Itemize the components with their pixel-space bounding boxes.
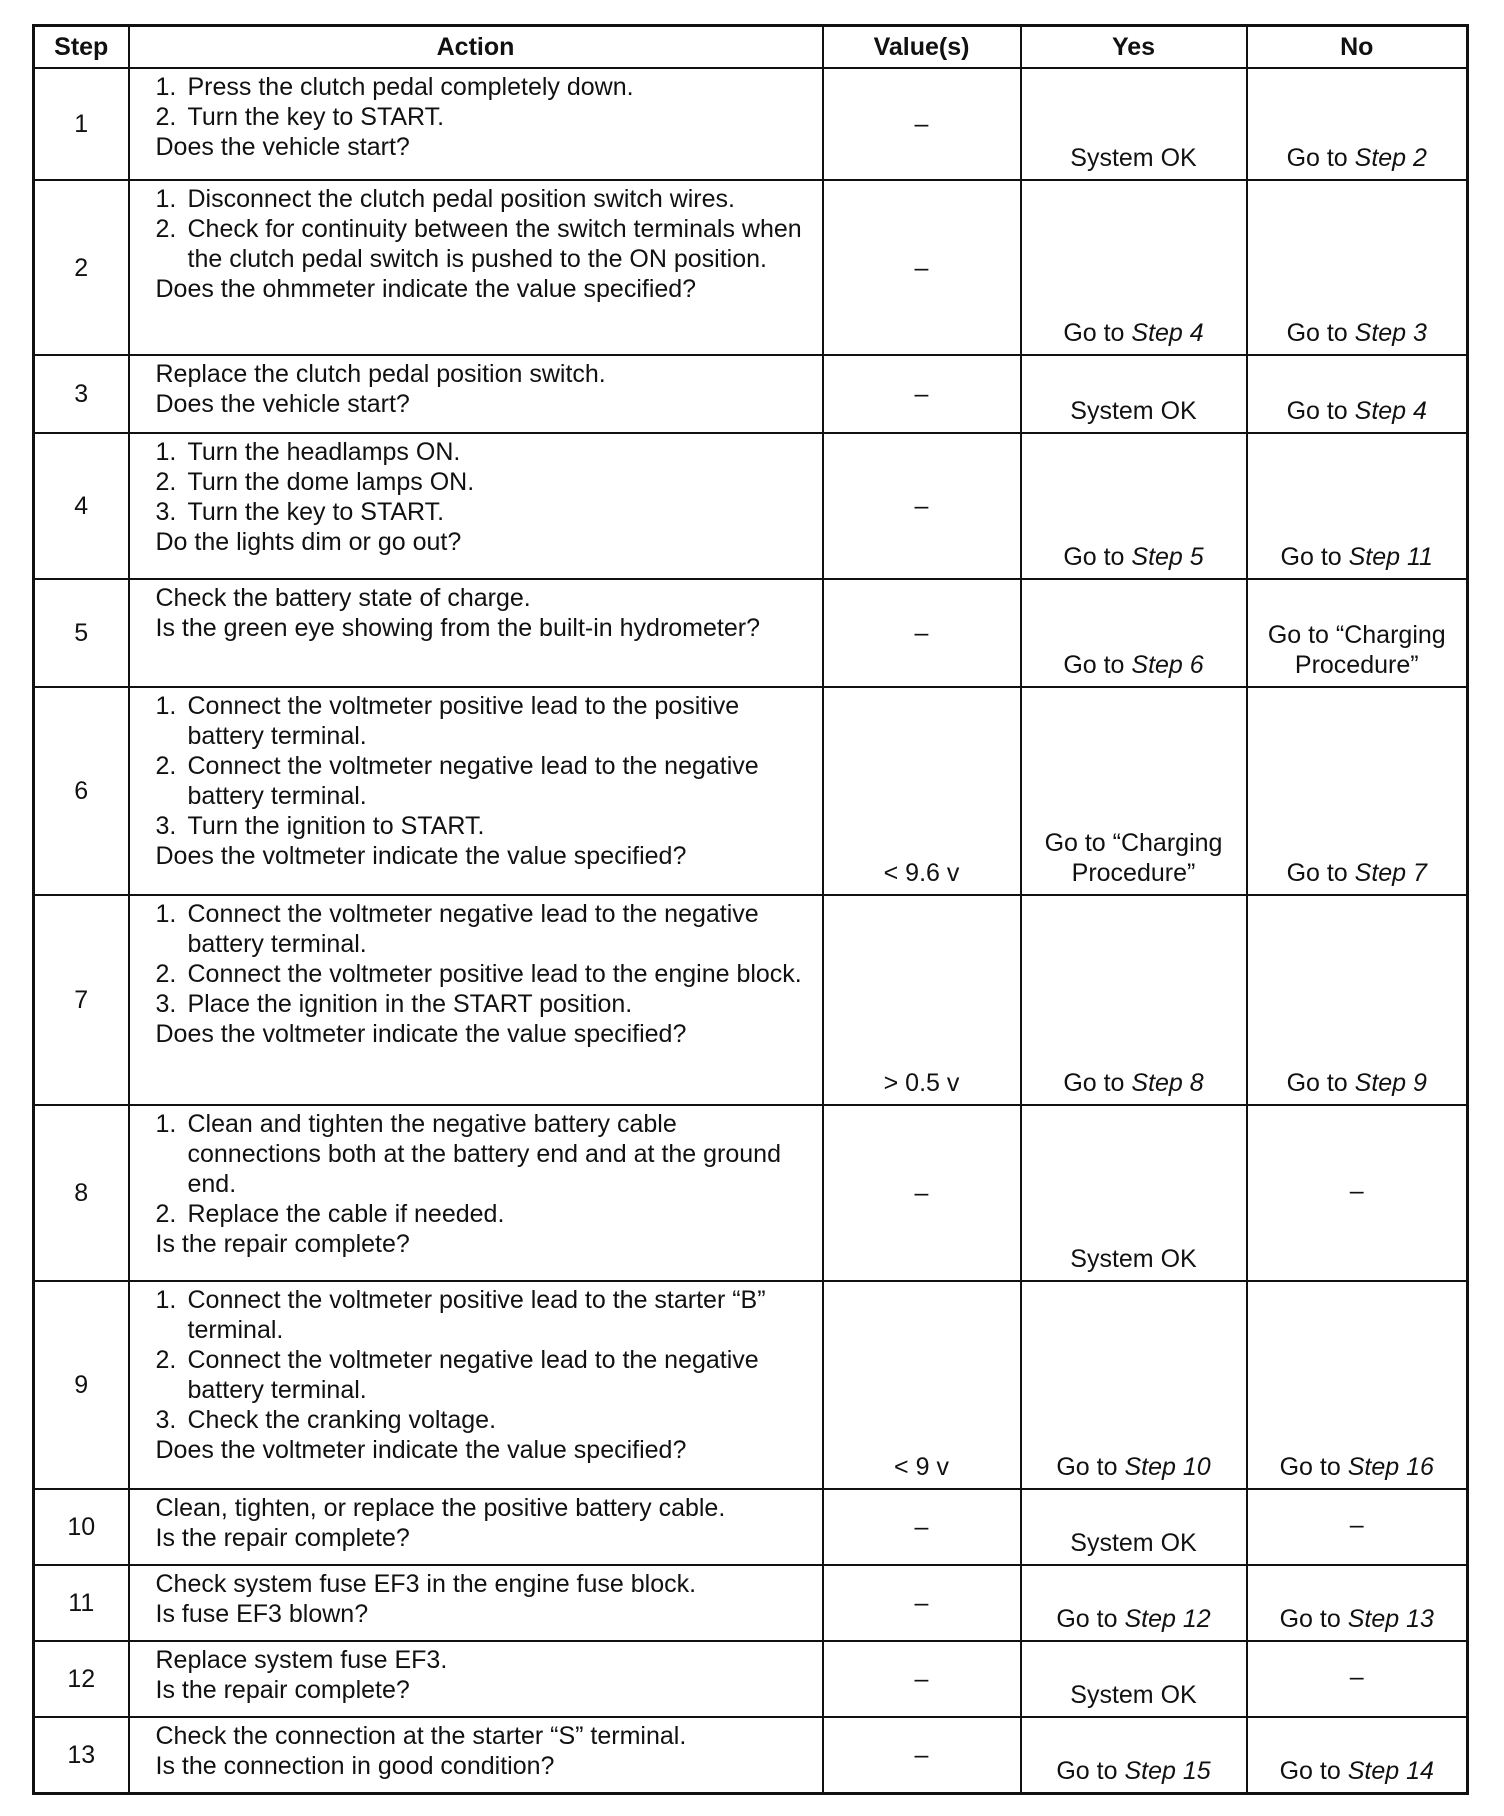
action-list-item [156, 751, 812, 811]
no-cell [1247, 68, 1468, 180]
yes-cell [1021, 355, 1247, 433]
value-cell: > 0.5 v [823, 895, 1021, 1105]
value-cell: – [823, 355, 1021, 433]
action-cell [129, 1565, 823, 1641]
outcome-prefix: Go to [1286, 1069, 1355, 1097]
action-item-number: 3. [155, 812, 177, 840]
outcome-text [1056, 1453, 1210, 1481]
step-number: 13 [34, 1717, 129, 1793]
action-list-item [156, 959, 812, 989]
action-question: Is the repair complete? [155, 1676, 410, 1704]
no-cell [1247, 1489, 1468, 1565]
action-question: Is fuse EF3 blown? [155, 1600, 369, 1628]
table-row [34, 687, 1468, 895]
action-item-text: Check the cranking voltage. [187, 1406, 497, 1434]
header-values: Value(s) [823, 26, 1021, 69]
outcome-prefix: – [1349, 1177, 1364, 1205]
step-number: 8 [34, 1105, 129, 1281]
outcome-text [1287, 859, 1427, 887]
action-item-number: 2. [155, 1346, 177, 1374]
outcome-text [1280, 1757, 1434, 1785]
value-cell: < 9.6 v [823, 687, 1021, 895]
step-number: 10 [34, 1489, 129, 1565]
yes-cell [1021, 687, 1247, 895]
outcome-prefix: Go to [1280, 543, 1349, 571]
action-question: Is the repair complete? [155, 1230, 410, 1258]
step-number: 12 [34, 1641, 129, 1717]
action-item-text: Connect the voltmeter negative lead to the negative battery terminal. [187, 1346, 759, 1404]
outcome-prefix: Go to [1279, 1453, 1348, 1481]
outcome-text [1056, 1757, 1210, 1785]
table-row [34, 1641, 1468, 1717]
action-list-item [156, 214, 812, 274]
header-step: Step [34, 26, 129, 69]
outcome-prefix: Go to “Charging Procedure” [1267, 621, 1446, 679]
action-item-number: 2. [155, 103, 177, 131]
action-list-item [156, 1405, 812, 1435]
outcome-step-ref: Step 10 [1124, 1453, 1211, 1481]
action-cell [129, 433, 823, 579]
value-cell: – [823, 433, 1021, 579]
action-item-number: 2. [155, 960, 177, 988]
outcome-prefix: System OK [1070, 1245, 1197, 1273]
action-list-item [156, 811, 812, 841]
action-item-number: 3. [155, 498, 177, 526]
table-row [34, 579, 1468, 687]
table-row [34, 433, 1468, 579]
outcome-step-ref: Step 2 [1354, 144, 1427, 172]
action-cell [129, 180, 823, 355]
action-list-item [156, 72, 812, 102]
outcome-text [1350, 1663, 1364, 1691]
outcome-step-ref: Step 14 [1347, 1756, 1434, 1785]
action-cell [129, 355, 823, 433]
outcome-text [1268, 621, 1446, 679]
outcome-text [1281, 543, 1433, 571]
step-number: 3 [34, 355, 129, 433]
outcome-step-ref: Step 3 [1354, 319, 1427, 347]
outcome-step-ref: Step 7 [1354, 859, 1427, 887]
action-cell [129, 1717, 823, 1793]
outcome-text [1287, 144, 1427, 172]
outcome-prefix: Go to [1063, 651, 1132, 679]
outcome-prefix: Go to [1279, 1756, 1348, 1785]
outcome-prefix: Go to [1063, 543, 1132, 571]
table-row [34, 1565, 1468, 1641]
action-item-number: 1. [155, 73, 177, 101]
table-row [34, 895, 1468, 1105]
value-cell: – [823, 180, 1021, 355]
step-number: 7 [34, 895, 129, 1105]
action-list-item [156, 691, 812, 751]
outcome-text [1280, 1453, 1434, 1481]
outcome-prefix: Go to [1279, 1605, 1348, 1633]
table-row [34, 1489, 1468, 1565]
yes-cell [1021, 1489, 1247, 1565]
value-cell: – [823, 1565, 1021, 1641]
outcome-prefix: System OK [1070, 144, 1197, 172]
outcome-prefix: System OK [1070, 397, 1197, 425]
action-list-item [156, 1345, 812, 1405]
step-number: 4 [34, 433, 129, 579]
action-item-text: Check for continuity between the switch terminals when the clutch pedal switch is pushed to the ON position. [187, 215, 802, 273]
action-item-text: Press the clutch pedal completely down. [187, 73, 634, 101]
outcome-prefix: Go to [1286, 144, 1355, 172]
no-cell [1247, 579, 1468, 687]
diagnostic-table [32, 24, 1469, 1795]
yes-cell [1021, 895, 1247, 1105]
table-row [34, 180, 1468, 355]
outcome-prefix: Go to [1063, 1069, 1132, 1097]
action-question: Is the connection in good condition? [155, 1752, 555, 1780]
step-number: 1 [34, 68, 129, 180]
outcome-text [1070, 1681, 1196, 1709]
outcome-text [1350, 1511, 1364, 1539]
no-cell [1247, 1281, 1468, 1489]
step-number: 11 [34, 1565, 129, 1641]
action-item-text: Turn the dome lamps ON. [187, 468, 475, 496]
value-cell: – [823, 1105, 1021, 1281]
step-number: 5 [34, 579, 129, 687]
action-list-item [156, 1199, 812, 1229]
outcome-text [1063, 651, 1203, 679]
outcome-text [1063, 543, 1203, 571]
no-cell [1247, 1641, 1468, 1717]
outcome-prefix: Go to “Charging Procedure” [1044, 829, 1223, 887]
table-header-row [34, 26, 1468, 69]
action-item-text: Connect the voltmeter negative lead to the negative battery terminal. [187, 900, 759, 958]
outcome-step-ref: Step 12 [1124, 1605, 1211, 1633]
action-cell [129, 1641, 823, 1717]
action-item-text: Replace the cable if needed. [187, 1200, 505, 1228]
outcome-text [1070, 144, 1196, 172]
action-item-number: 1. [155, 438, 177, 466]
no-cell [1247, 1717, 1468, 1793]
action-list-item [156, 184, 812, 214]
outcome-step-ref: Step 11 [1348, 543, 1433, 571]
action-cell [129, 1105, 823, 1281]
action-item-text: Connect the voltmeter positive lead to the engine block. [187, 960, 802, 988]
yes-cell [1021, 1717, 1247, 1793]
step-number: 2 [34, 180, 129, 355]
no-cell [1247, 433, 1468, 579]
table-row [34, 1281, 1468, 1489]
action-question: Does the voltmeter indicate the value specified? [155, 1436, 687, 1464]
value-cell: – [823, 1641, 1021, 1717]
no-cell [1247, 180, 1468, 355]
action-list-item [156, 989, 812, 1019]
outcome-step-ref: Step 16 [1347, 1453, 1434, 1481]
action-item-number: 2. [155, 1200, 177, 1228]
action-item-number: 1. [155, 692, 177, 720]
value-cell: – [823, 579, 1021, 687]
action-item-text: Turn the ignition to START. [187, 812, 485, 840]
action-item-number: 1. [155, 900, 177, 928]
header-yes: Yes [1021, 26, 1247, 69]
action-lead: Check the connection at the starter “S” terminal. [155, 1722, 687, 1750]
no-cell [1247, 1565, 1468, 1641]
outcome-prefix: Go to [1056, 1453, 1125, 1481]
action-question: Does the vehicle start? [155, 133, 410, 161]
action-item-number: 2. [155, 752, 177, 780]
action-item-text: Turn the key to START. [187, 103, 445, 131]
outcome-text [1070, 1245, 1196, 1273]
value-cell: – [823, 1717, 1021, 1793]
value-cell: < 9 v [823, 1281, 1021, 1489]
no-cell [1247, 687, 1468, 895]
action-item-text: Disconnect the clutch pedal position switch wires. [187, 185, 735, 213]
yes-cell [1021, 1565, 1247, 1641]
outcome-text [1287, 1069, 1427, 1097]
action-cell [129, 1281, 823, 1489]
action-item-number: 3. [155, 990, 177, 1018]
action-item-number: 1. [155, 185, 177, 213]
action-item-text: Turn the headlamps ON. [187, 438, 461, 466]
outcome-text [1063, 1069, 1203, 1097]
outcome-prefix: Go to [1286, 859, 1355, 887]
outcome-prefix: System OK [1070, 1529, 1197, 1557]
no-cell [1247, 895, 1468, 1105]
action-list-item [156, 497, 812, 527]
yes-cell [1021, 1105, 1247, 1281]
outcome-step-ref: Step 13 [1347, 1605, 1434, 1633]
action-list-item [156, 1285, 812, 1345]
outcome-step-ref: Step 6 [1131, 651, 1204, 679]
outcome-text [1287, 397, 1427, 425]
action-list-item [156, 1109, 812, 1199]
action-item-text: Connect the voltmeter positive lead to the positive battery terminal. [187, 692, 740, 750]
yes-cell [1021, 433, 1247, 579]
action-list-item [156, 899, 812, 959]
outcome-step-ref: Step 9 [1354, 1069, 1427, 1097]
outcome-step-ref: Step 4 [1354, 397, 1427, 425]
action-item-text: Clean and tighten the negative battery cable connections both at the battery end and at the ground end. [187, 1110, 781, 1198]
outcome-text [1350, 1177, 1364, 1205]
action-list-item [156, 102, 812, 132]
yes-cell [1021, 1281, 1247, 1489]
no-cell [1247, 1105, 1468, 1281]
action-question: Do the lights dim or go out? [155, 528, 462, 556]
outcome-prefix: Go to [1056, 1756, 1125, 1785]
outcome-text [1280, 1605, 1434, 1633]
action-item-text: Place the ignition in the START position. [187, 990, 633, 1018]
action-lead: Clean, tighten, or replace the positive battery cable. [155, 1494, 726, 1522]
action-question: Is the repair complete? [155, 1524, 410, 1552]
table-row [34, 355, 1468, 433]
header-action: Action [129, 26, 823, 69]
action-item-number: 1. [155, 1110, 177, 1138]
outcome-text [1056, 1605, 1210, 1633]
action-item-number: 2. [155, 468, 177, 496]
action-item-number: 2. [155, 215, 177, 243]
no-cell [1247, 355, 1468, 433]
yes-cell [1021, 180, 1247, 355]
action-lead: Replace system fuse EF3. [155, 1646, 448, 1674]
yes-cell [1021, 68, 1247, 180]
outcome-prefix: – [1349, 1511, 1364, 1539]
action-question: Does the voltmeter indicate the value specified? [155, 842, 687, 870]
outcome-step-ref: Step 5 [1131, 543, 1204, 571]
action-question: Is the green eye showing from the built-in hydrometer? [155, 614, 760, 642]
outcome-text [1070, 397, 1196, 425]
action-list-item [156, 467, 812, 497]
action-lead: Check system fuse EF3 in the engine fuse block. [155, 1570, 697, 1598]
outcome-prefix: – [1349, 1663, 1364, 1691]
outcome-prefix: Go to [1063, 319, 1132, 347]
table-row [34, 68, 1468, 180]
action-cell [129, 68, 823, 180]
yes-cell [1021, 579, 1247, 687]
outcome-prefix: Go to [1286, 397, 1355, 425]
outcome-text [1045, 829, 1223, 887]
action-item-text: Turn the key to START. [187, 498, 445, 526]
action-cell [129, 687, 823, 895]
action-list-item [156, 437, 812, 467]
outcome-step-ref: Step 4 [1131, 319, 1204, 347]
outcome-prefix: Go to [1056, 1605, 1125, 1633]
header-no: No [1247, 26, 1468, 69]
step-number: 9 [34, 1281, 129, 1489]
outcome-text [1287, 319, 1427, 347]
action-cell [129, 895, 823, 1105]
outcome-step-ref: Step 8 [1131, 1069, 1204, 1097]
step-number: 6 [34, 687, 129, 895]
value-cell: – [823, 1489, 1021, 1565]
action-question: Does the voltmeter indicate the value specified? [155, 1020, 687, 1048]
outcome-text [1063, 319, 1203, 347]
outcome-prefix: Go to [1286, 319, 1355, 347]
table-body [34, 68, 1468, 1793]
outcome-step-ref: Step 15 [1124, 1756, 1211, 1785]
table-row [34, 1105, 1468, 1281]
value-cell: – [823, 68, 1021, 180]
action-lead: Replace the clutch pedal position switch. [155, 360, 606, 388]
action-cell [129, 1489, 823, 1565]
action-cell [129, 579, 823, 687]
action-item-text: Connect the voltmeter positive lead to the starter “B” terminal. [187, 1286, 766, 1344]
yes-cell [1021, 1641, 1247, 1717]
action-item-text: Connect the voltmeter negative lead to the negative battery terminal. [187, 752, 759, 810]
action-question: Does the ohmmeter indicate the value specified? [155, 275, 697, 303]
table-row [34, 1717, 1468, 1793]
outcome-prefix: System OK [1070, 1681, 1197, 1709]
action-item-number: 3. [155, 1406, 177, 1434]
action-question: Does the vehicle start? [155, 390, 410, 418]
action-lead: Check the battery state of charge. [155, 584, 531, 612]
action-item-number: 1. [155, 1286, 177, 1314]
outcome-text [1070, 1529, 1196, 1557]
